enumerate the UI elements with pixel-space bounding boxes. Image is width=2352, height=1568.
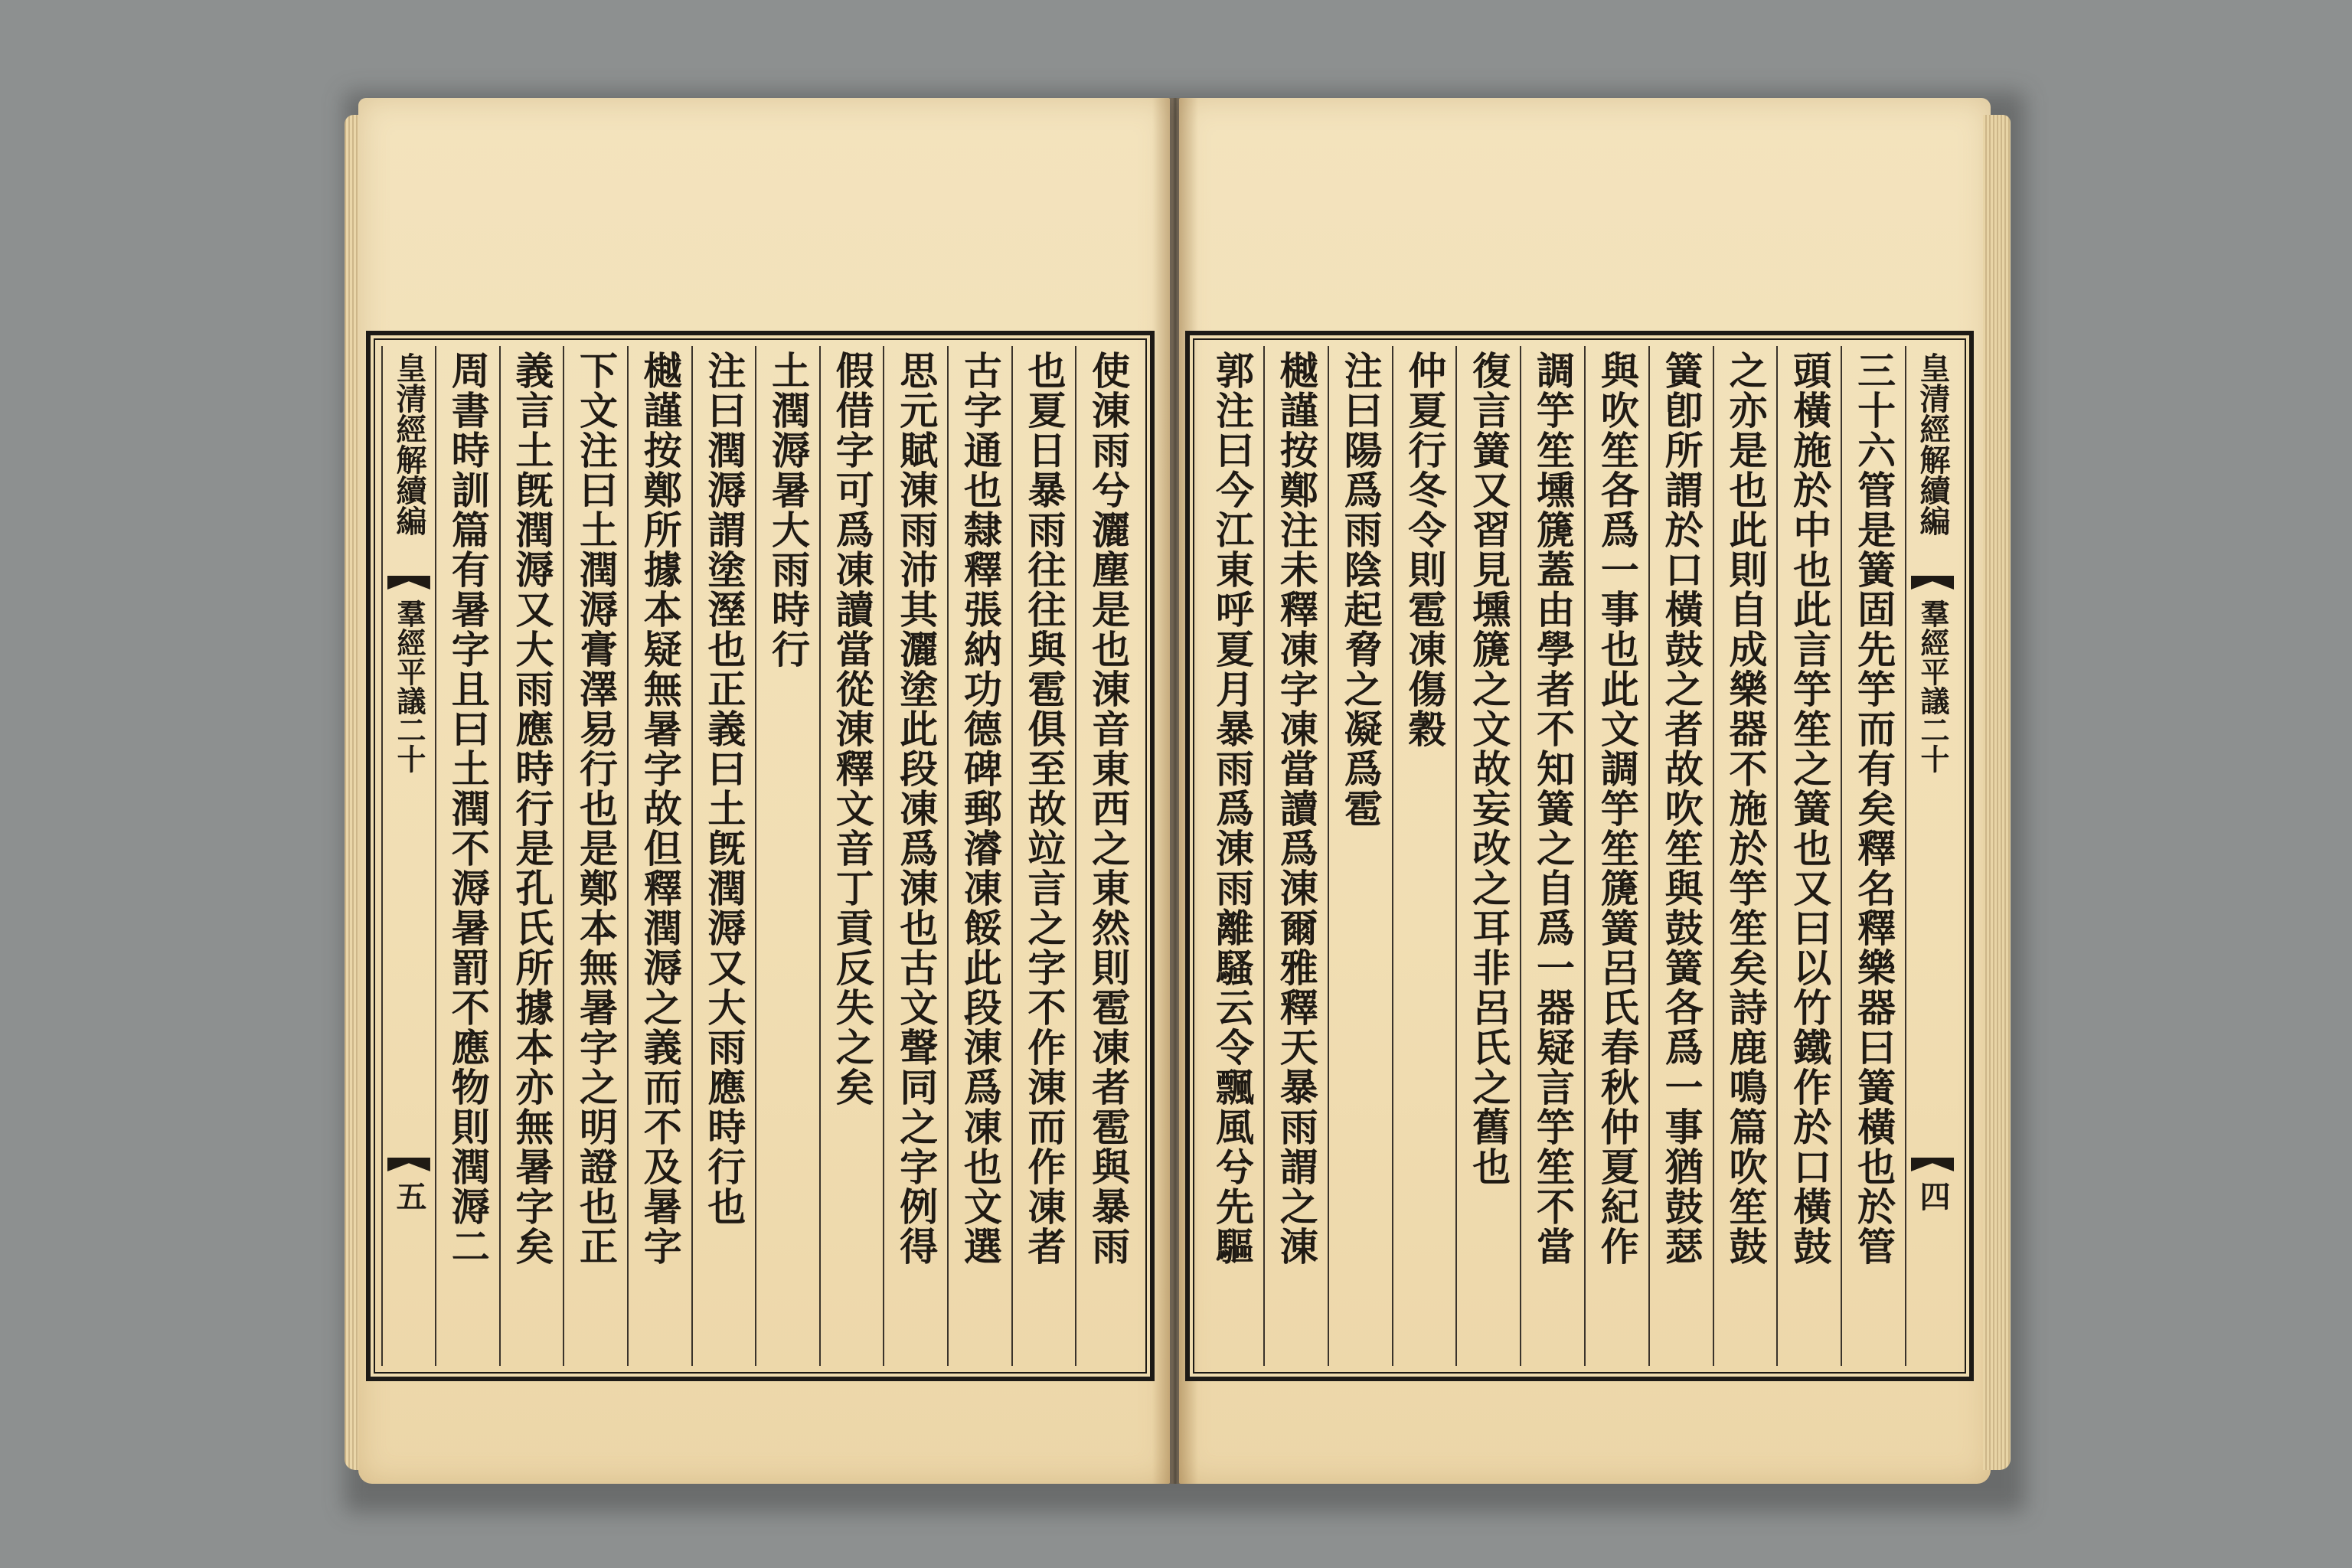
spine-folio: 五 — [390, 1181, 427, 1211]
spine-section: 羣經平議二十 — [391, 599, 426, 773]
spine-title: 皇清經解續編 — [390, 352, 427, 536]
text-column: 思元賦涷雨沛其灑塗此段凍爲涷也古文聲同之字例得 — [883, 346, 947, 1366]
text-column: 假借字可爲凍讀當從涷釋文音丁貢反失之矣 — [819, 346, 884, 1366]
fishtail-mark — [1911, 576, 1954, 590]
text-column: 之亦是也此則自成樂器不施於竽笙矣詩鹿鳴篇吹笙鼓 — [1713, 346, 1777, 1366]
text-column: 古字通也隸釋張納功德碑郵濬凍餒此段涷爲凍也文選 — [947, 346, 1011, 1366]
left-page-text-frame — [366, 331, 1155, 1381]
text-column: 與吹笙各爲一事也此文調竽笙篪簧呂氏春秋仲夏紀作 — [1584, 346, 1648, 1366]
text-column: 土潤溽暑大雨時行 — [755, 346, 819, 1366]
spine-section: 羣經平議二十 — [1916, 599, 1950, 773]
text-column: 樾謹按鄭注未釋凍字凍當讀爲涷爾雅釋天暴雨謂之涷 — [1263, 346, 1328, 1366]
text-column: 復言簧又習見壎篪之文故妄改之耳非呂氏之舊也 — [1455, 346, 1520, 1366]
text-column: 周書時訓篇有暑字且曰土潤不溽暑罰不應物則潤溽二 — [435, 346, 499, 1366]
left-page-spine — [381, 346, 435, 1366]
fishtail-mark — [387, 576, 430, 590]
text-column: 下文注曰土潤溽膏澤易行也是鄭本無暑字之明證也正 — [563, 346, 627, 1366]
spine-folio: 四 — [1915, 1181, 1951, 1211]
right-page-spine — [1905, 346, 1958, 1366]
text-column: 注曰陽爲雨陰起脅之凝爲雹 — [1328, 346, 1392, 1366]
text-column: 注曰潤溽謂塗溼也正義曰土旣潤溽又大雨應時行也 — [691, 346, 756, 1366]
right-page-edges — [1983, 115, 2011, 1470]
text-column: 使涷雨兮灑塵是也涷音東西之東然則雹凍者雹與暴雨 — [1075, 346, 1139, 1366]
text-column: 頭橫施於中也此言竽笙之簧也又曰以竹鐵作於口橫鼓 — [1776, 346, 1841, 1366]
text-column: 也夏日暴雨往往與雹俱至故竝言之字不作涷而作凍者 — [1011, 346, 1076, 1366]
text-column: 簧卽所謂於口橫鼓之者故吹笙與鼓簧各爲一事猶鼓瑟 — [1648, 346, 1713, 1366]
spine-title: 皇清經解續編 — [1915, 352, 1951, 536]
right-page-text-frame — [1185, 331, 1974, 1381]
fishtail-mark — [387, 1158, 430, 1171]
text-column: 郭注曰今江東呼夏月暴雨爲涷雨離騷云令飄風兮先驅 — [1209, 351, 1255, 1266]
text-column: 仲夏行冬令則雹凍傷穀 — [1392, 346, 1456, 1366]
text-column: 三十六管是簧固先竽而有矣釋名釋樂器曰簧橫也於管 — [1841, 346, 1905, 1366]
text-column: 調竽笙壎篪蓋由學者不知簧之自爲一器疑言竽笙不當 — [1520, 346, 1584, 1366]
text-column: 義言土旣潤溽又大雨應時行是孔氏所據本亦無暑字矣 — [499, 346, 564, 1366]
fishtail-mark — [1911, 1158, 1954, 1171]
text-column: 樾謹按鄭所據本疑無暑字故但釋潤溽之義而不及暑字 — [627, 346, 691, 1366]
